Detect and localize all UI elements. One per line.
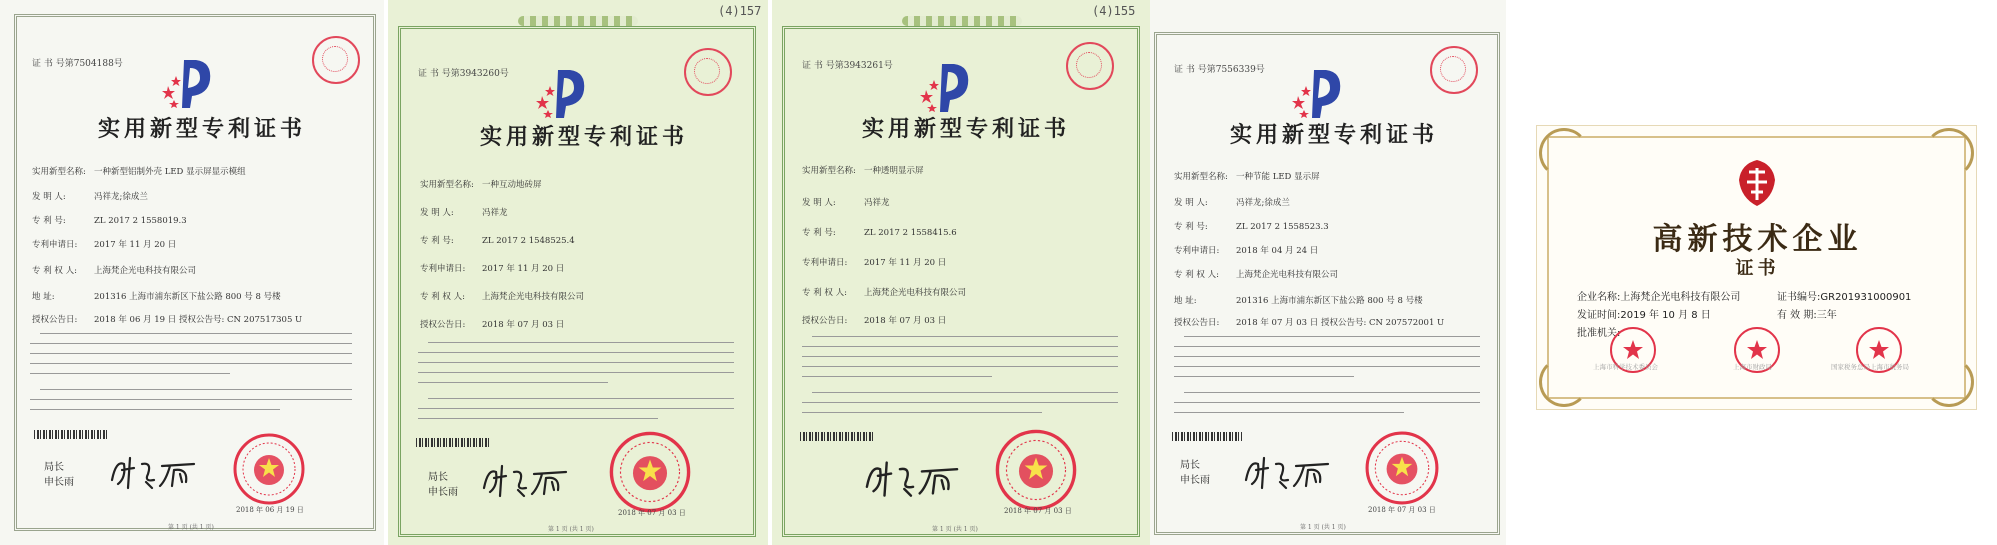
field-patent-no: 专 利 号: ZL 2017 2 1548525.4: [420, 236, 575, 246]
cert-number-value: GR201931000901: [1820, 292, 1912, 303]
certificate-title: 高新技术企业: [1652, 222, 1863, 257]
body-text-line: [802, 356, 1118, 357]
official-seal-icon: [994, 428, 1078, 512]
body-text-line: [418, 408, 734, 409]
patent-office-logo-icon: [1292, 66, 1352, 122]
field-apply-date: 专利申请日: 2017 年 11 月 20 日: [32, 240, 177, 250]
seal-date: 2018 年 06 月 19 日: [236, 506, 304, 514]
certificate-title: 实用新型专利证书: [1230, 122, 1439, 148]
field-holder: 专 利 权 人: 上海梵企光电科技有限公司: [32, 266, 197, 276]
page-number: 第 1 页 (共 1 页): [932, 526, 978, 533]
field-name: 实用新型名称: 一种节能 LED 显示屏: [1174, 172, 1320, 182]
body-text-line: [40, 333, 352, 334]
body-text-line: [428, 398, 734, 399]
field-name: 实用新型名称: 一种新型铝制外壳 LED 显示屏显示模组: [32, 167, 246, 177]
signatory-role: 局长: [1180, 460, 1200, 471]
red-stamp-icon: [1430, 46, 1478, 94]
patent-certificate-1: [0, 0, 384, 545]
company-row: [1577, 288, 1740, 303]
field-patent-no: 专 利 号: ZL 2017 2 1558415.6: [802, 228, 957, 238]
page-number: 第 1 页 (共 1 页): [548, 526, 594, 533]
body-text-line: [812, 336, 1118, 337]
red-stamp-icon: [312, 36, 360, 84]
certificate-title: 实用新型专利证书: [480, 124, 689, 150]
company-label: 企业名称:: [1577, 292, 1621, 303]
body-text-line: [802, 366, 1118, 367]
body-text-line: [812, 392, 1118, 393]
body-text-line: [30, 353, 352, 354]
field-apply-date: 专利申请日: 2017 年 11 月 20 日: [802, 258, 947, 268]
body-text-line: [802, 412, 1042, 413]
page-number: 第 1 页 (共 1 页): [1300, 524, 1346, 531]
top-ornament: [902, 16, 1022, 26]
patent-office-logo-icon: [536, 66, 596, 122]
validity-label: 有 效 期:: [1777, 310, 1817, 321]
handwritten-note: (4)157: [718, 4, 762, 18]
field-grant-date: 授权公告日: 2018 年 07 月 03 日 授权公告号: CN 207572001 U: [1174, 318, 1445, 328]
field-holder: 专 利 权 人: 上海梵企光电科技有限公司: [802, 288, 967, 298]
body-text-line: [1174, 346, 1480, 347]
issue-date-label: 发证时间:: [1577, 310, 1621, 321]
red-stamp-icon: [1066, 42, 1114, 90]
field-name: 实用新型名称: 一种互动地砖屏: [420, 180, 542, 190]
body-text-line: [1174, 402, 1480, 403]
barcode: [34, 430, 109, 439]
field-holder: 专 利 权 人: 上海梵企光电科技有限公司: [420, 292, 585, 302]
field-address: 地 址: 201316 上海市浦东新区下盐公路 800 号 8 号楼: [32, 292, 281, 302]
field-apply-date: 专利申请日: 2017 年 11 月 20 日: [420, 264, 565, 274]
patent-office-logo-icon: [162, 56, 222, 112]
seal-date: 2018 年 07 月 03 日: [618, 509, 686, 517]
body-text-line: [1174, 356, 1480, 357]
field-grant-date: 授权公告日: 2018 年 07 月 03 日: [420, 320, 565, 330]
seal-date: 2018 年 07 月 03 日: [1004, 507, 1072, 515]
certificate-title: 实用新型专利证书: [862, 116, 1071, 142]
signatory: [1180, 458, 1210, 488]
body-text-line: [1184, 336, 1480, 337]
company-value: 上海梵企光电科技有限公司: [1620, 292, 1741, 303]
high-tech-enterprise-certificate: [1536, 125, 1977, 410]
handwritten-signature: [108, 452, 198, 492]
issue-date-row: [1577, 306, 1711, 321]
signatory-name: 申长雨: [428, 487, 458, 498]
field-inventor: 发 明 人: 冯祥龙;徐成兰: [32, 192, 148, 202]
cert-number-row: [1777, 288, 1911, 303]
handwritten-signature: [480, 460, 570, 500]
field-apply-date: 专利申请日: 2018 年 04 月 24 日: [1174, 246, 1319, 256]
official-seal-icon: [1364, 430, 1440, 506]
barcode: [800, 432, 875, 441]
body-text-line: [418, 352, 734, 353]
cert-number-label: 证书编号:: [1777, 292, 1821, 303]
body-text-line: [802, 346, 1118, 347]
patent-certificate-2: [388, 0, 768, 545]
field-holder: 专 利 权 人: 上海梵企光电科技有限公司: [1174, 270, 1339, 280]
body-text-line: [1174, 376, 1354, 377]
validity-row: [1777, 306, 1837, 321]
signatory: [428, 470, 458, 500]
field-address: 地 址: 201316 上海市浦东新区下盐公路 800 号 8 号楼: [1174, 296, 1423, 306]
handwritten-signature: [862, 456, 962, 500]
top-ornament: [518, 16, 638, 26]
field-inventor: 发 明 人: 冯祥龙;徐成兰: [1174, 198, 1290, 208]
field-patent-no: 专 利 号: ZL 2017 2 1558019.3: [32, 216, 187, 226]
signatory-role: 局长: [428, 472, 448, 483]
body-text-line: [418, 362, 734, 363]
field-inventor: 发 明 人: 冯祥龙: [802, 198, 890, 208]
issuer-name: 国家税务总局上海市税务局: [1831, 363, 1909, 371]
issuer-name: 上海市财政局: [1733, 363, 1772, 371]
body-text-line: [40, 389, 352, 390]
barcode: [1172, 432, 1242, 441]
body-text-line: [30, 343, 352, 344]
certificate-title: 实用新型专利证书: [98, 116, 307, 142]
certificate-number: 证 书 号第3943261号: [802, 61, 893, 71]
patent-certificate-3: [772, 0, 1152, 545]
corner-ornament-icon: [1924, 357, 1974, 407]
high-tech-emblem-icon: [1733, 158, 1781, 210]
certificate-number: 证 书 号第7556339号: [1174, 65, 1265, 75]
body-text-line: [1184, 392, 1480, 393]
patent-office-logo-icon: [920, 60, 980, 116]
certificate-number: 证 书 号第7504188号: [32, 59, 123, 69]
certificate-number: 证 书 号第3943260号: [418, 69, 509, 79]
body-text-line: [30, 363, 352, 364]
field-grant-date: 授权公告日: 2018 年 07 月 03 日: [802, 316, 947, 326]
red-stamp-icon: [684, 48, 732, 96]
body-text-line: [30, 399, 352, 400]
body-text-line: [802, 376, 992, 377]
body-text-line: [418, 372, 734, 373]
field-name: 实用新型名称: 一种透明显示屏: [802, 166, 924, 176]
field-patent-no: 专 利 号: ZL 2017 2 1558523.3: [1174, 222, 1329, 232]
body-text-line: [1174, 366, 1480, 367]
official-seal-icon: [608, 430, 692, 514]
handwritten-signature: [1242, 452, 1332, 492]
patent-certificate-4: [1150, 0, 1506, 545]
corner-ornament-icon: [1924, 128, 1974, 178]
signatory-name: 申长雨: [44, 477, 74, 488]
corner-ornament-icon: [1539, 128, 1589, 178]
body-text-line: [418, 418, 658, 419]
approver-label: 批准机关:: [1577, 328, 1621, 339]
signatory: [44, 460, 74, 490]
body-text-line: [418, 382, 608, 383]
body-text-line: [428, 342, 734, 343]
official-seal-icon: [232, 432, 306, 506]
issue-date-value: 2019 年 10 月 8 日: [1620, 310, 1711, 321]
body-text-line: [1174, 412, 1404, 413]
corner-ornament-icon: [1539, 357, 1589, 407]
handwritten-note: (4)155: [1092, 4, 1136, 18]
signatory-name: 申长雨: [1180, 475, 1210, 486]
page-number: 第 1 页 (共 1 页): [168, 524, 214, 531]
signatory-role: 局长: [44, 462, 64, 473]
barcode: [416, 438, 491, 447]
body-text-line: [30, 373, 230, 374]
seal-date: 2018 年 07 月 03 日: [1368, 506, 1436, 514]
field-inventor: 发 明 人: 冯祥龙: [420, 208, 508, 218]
body-text-line: [802, 402, 1118, 403]
validity-value: 三年: [1816, 310, 1837, 321]
field-grant-date: 授权公告日: 2018 年 06 月 19 日 授权公告号: CN 207517305 U: [32, 315, 303, 325]
issuer-name: 上海市科学技术委员会: [1593, 363, 1658, 371]
body-text-line: [30, 409, 280, 410]
certificate-subtitle: 证书: [1735, 258, 1780, 279]
